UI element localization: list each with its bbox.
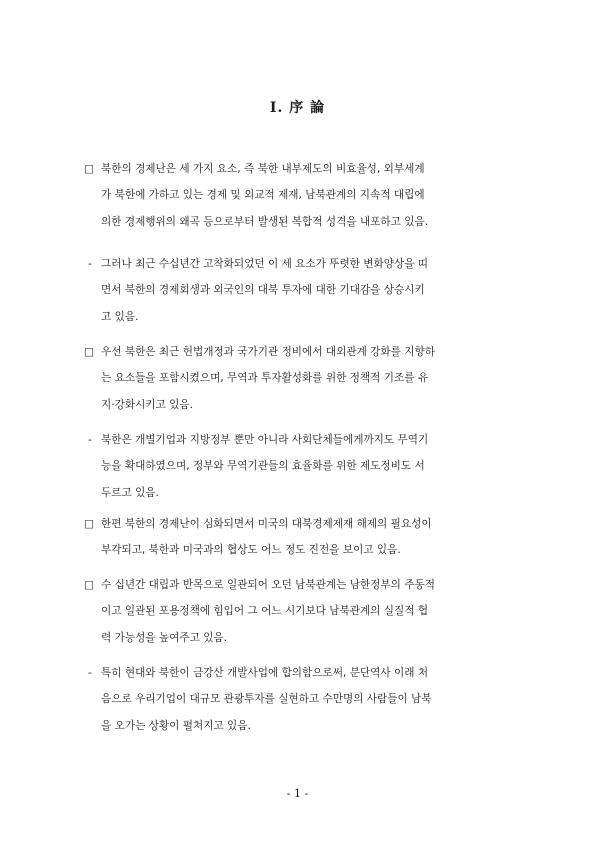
dash-marker: - bbox=[88, 258, 92, 270]
paragraph-line: 우선 북한은 최근 헌법개정과 국가기관 정비에서 대외관계 강화를 지향하 bbox=[101, 346, 435, 358]
box-bullet-marker: □ bbox=[84, 346, 95, 358]
paragraph-line: 그러나 최근 수십년간 고착화되었던 이 세 요소가 뚜렷한 변화양상을 띠 bbox=[101, 258, 429, 270]
paragraph-line: 한편 북한의 경제난이 심화되면서 미국의 대북경제제재 해제의 필요성이 bbox=[101, 518, 432, 530]
paragraph-line: 특히 현대와 북한이 금강산 개발사업에 합의함으로써, 분단역사 이래 처 bbox=[101, 667, 429, 679]
paragraph-line: 면서 북한의 경제회생과 외국인의 대북 투자에 대한 기대감을 상승시키 bbox=[101, 284, 425, 297]
paragraph-line: 수 십년간 대립과 반목으로 일관되어 오던 남북관계는 남한정부의 주동적 bbox=[101, 579, 435, 591]
paragraph-line: 고 있음. bbox=[101, 310, 139, 323]
paragraph-line: 가 북한에 가하고 있는 경제 및 외교적 제재, 남북관계의 지속적 대립에 bbox=[101, 189, 425, 202]
section-title: Ⅰ. 序 論 bbox=[269, 100, 326, 116]
dash-marker: - bbox=[88, 434, 92, 446]
paragraph-line: 능을 확대하였으며, 정부와 무역기관들의 효율화를 위한 제도정비도 서 bbox=[101, 460, 425, 473]
paragraph-line: 부각되고, 북한과 미국과의 협상도 어느 정도 진전을 보이고 있음. bbox=[101, 544, 401, 557]
paragraph-line: 북한의 경제난은 세 가지 요소, 즉 북한 내부제도의 비효율성, 외부세계 bbox=[101, 163, 425, 175]
paragraph-line: 음으로 우리기업이 대규모 관광투자를 실현하고 수만명의 사람들이 남북 bbox=[101, 693, 432, 706]
dash-marker: - bbox=[88, 667, 92, 679]
paragraph-line: 두르고 있음. bbox=[101, 486, 159, 499]
box-bullet-marker: □ bbox=[84, 579, 95, 591]
paragraph-line: 의한 경제행위의 왜곡 등으로부터 발생된 복합적 성격을 내포하고 있음. bbox=[101, 215, 429, 228]
paragraph-line: 을 오가는 상황이 펼쳐지고 있음. bbox=[101, 719, 251, 732]
box-bullet-marker: □ bbox=[84, 518, 95, 530]
paragraph-line: 력 가능성을 높여주고 있음. bbox=[101, 631, 228, 644]
paragraph-line: 지·강화시키고 있음. bbox=[101, 398, 193, 411]
paragraph-line: 는 요소들을 포함시켰으며, 무역과 투자활성화를 위한 정책적 기조를 유 bbox=[101, 372, 429, 385]
paragraph-line: 북한은 개별기업과 지방정부 뿐만 아니라 사회단체들에게까지도 무역기 bbox=[101, 434, 429, 446]
page-number: - 1 - bbox=[286, 787, 309, 800]
paragraph-line: 이고 일관된 포용정책에 힘입어 그 어느 시기보다 남북관계의 실질적 협 bbox=[101, 605, 429, 618]
box-bullet-marker: □ bbox=[84, 163, 95, 175]
